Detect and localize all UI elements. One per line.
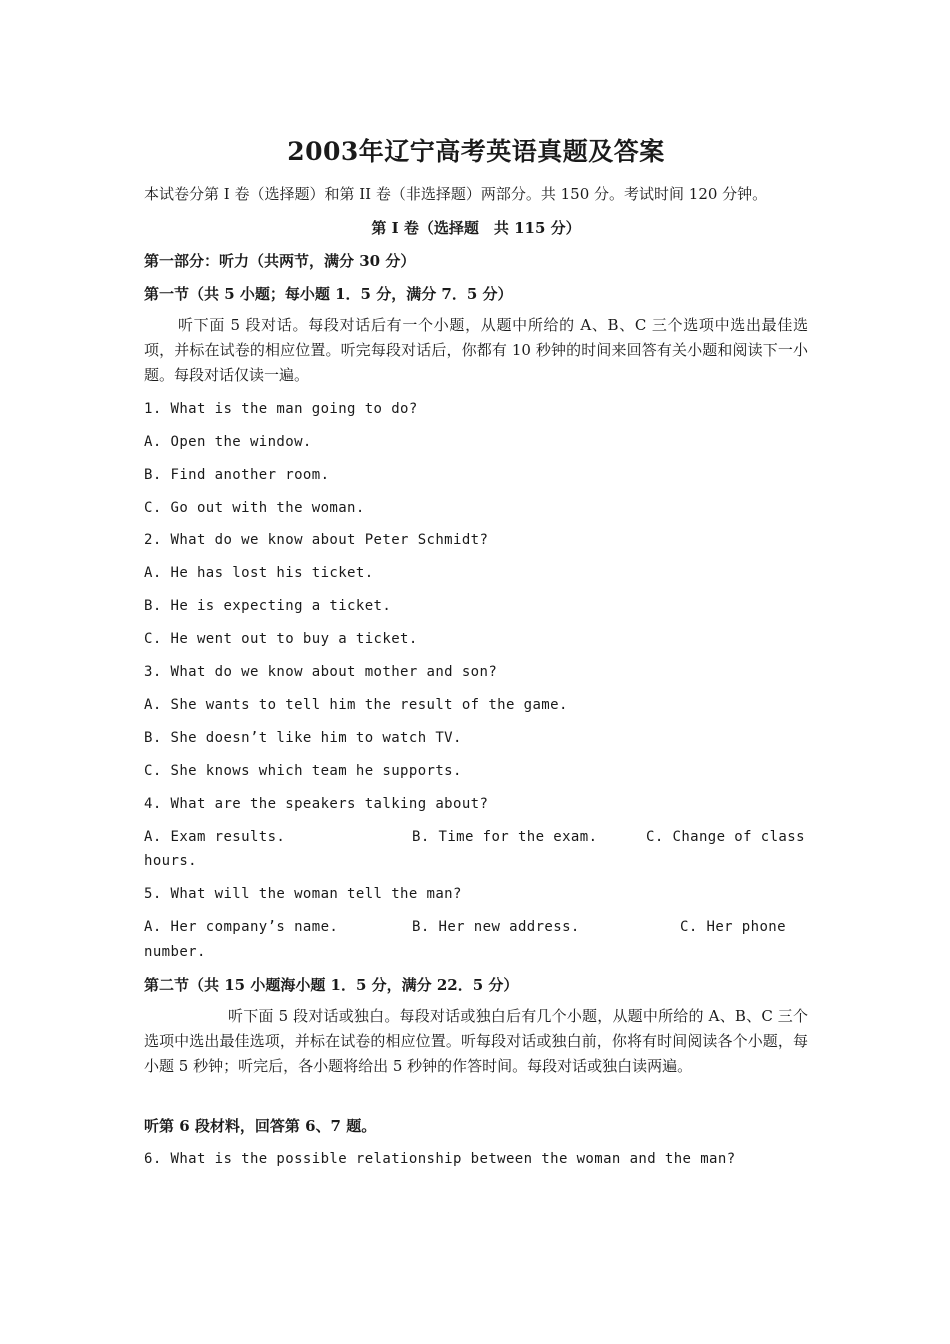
question-3-option-a: A. She wants to tell him the result of the game. — [144, 697, 568, 713]
question-2-option-a: A. He has lost his ticket. — [144, 565, 374, 581]
section-1-heading: 第一节（共 5 小题；每小题 1．5 分，满分 7．5 分） — [144, 285, 513, 303]
section-1-instructions: 听下面 5 段对话。每段对话后有一个小题，从题中所给的 A、B、C 三个选项中选出最佳选项，并标在试卷的相应位置。听完每段对话后，你都有 10 秒钟的时间来回答有关小题和阅读下一小题。每段对话仅读一遍。 — [144, 316, 808, 384]
material-6-heading: 听第 6 段材料，回答第 6、7 题。 — [144, 1117, 377, 1135]
question-5-stem: 5. What will the woman tell the man? — [144, 886, 462, 902]
question-6-stem: 6. What is the possible relationship between the woman and the man? — [144, 1151, 736, 1167]
question-3-stem: 3. What do we know about mother and son? — [144, 664, 498, 680]
question-2-option-b: B. He is expecting a ticket. — [144, 598, 392, 614]
question-5-option-c: C. Her phone — [680, 919, 786, 935]
question-1-option-c: C. Go out with the woman. — [144, 500, 365, 516]
question-2-option-c: C. He went out to buy a ticket. — [144, 631, 418, 647]
question-4-option-b: B. Time for the exam. — [412, 829, 598, 845]
question-1-option-a: A. Open the window. — [144, 434, 312, 450]
document-title: 2003年辽宁高考英语真题及答案 — [287, 137, 665, 166]
exam-intro: 本试卷分第 I 卷（选择题）和第 II 卷（非选择题）两部分。共 150 分。考试时间 120 分钟。 — [144, 185, 768, 203]
question-3-option-b: B. She doesn’t like him to watch TV. — [144, 730, 462, 746]
question-4-option-c: C. Change of class — [646, 829, 805, 845]
question-2-stem: 2. What do we know about Peter Schmidt? — [144, 532, 489, 548]
question-4-stem: 4. What are the speakers talking about? — [144, 796, 489, 812]
volume-1-heading: 第 I 卷（选择题 共 115 分） — [371, 219, 581, 237]
part-1-heading: 第一部分：听力（共两节，满分 30 分） — [144, 252, 416, 270]
document-page — [144, 0, 808, 1344]
question-5-option-a: A. Her company’s name. — [144, 919, 339, 935]
question-5-option-b: B. Her new address. — [412, 919, 580, 935]
question-4-option-c-continued: hours. — [144, 853, 197, 869]
section-2-instructions: 听下面 5 段对话或独白。每段对话或独白后有几个小题，从题中所给的 A、B、C 三个选项中选出最佳选项，并标在试卷的相应位置。听每段对话或独白前，你将有时间阅读各个小题，每小题 5 秒钟；听完后，各小题将给出 5 秒钟的作答时间。每段对话或独白读两遍。 — [144, 1007, 808, 1075]
question-5-option-c-continued: number. — [144, 944, 206, 960]
question-1-stem: 1. What is the man going to do? — [144, 401, 418, 417]
question-1-option-b: B. Find another room. — [144, 467, 330, 483]
question-3-option-c: C. She knows which team he supports. — [144, 763, 462, 779]
section-2-heading: 第二节（共 15 小题海小题 1．5 分，满分 22．5 分） — [144, 976, 519, 994]
question-4-option-a: A. Exam results. — [144, 829, 286, 845]
